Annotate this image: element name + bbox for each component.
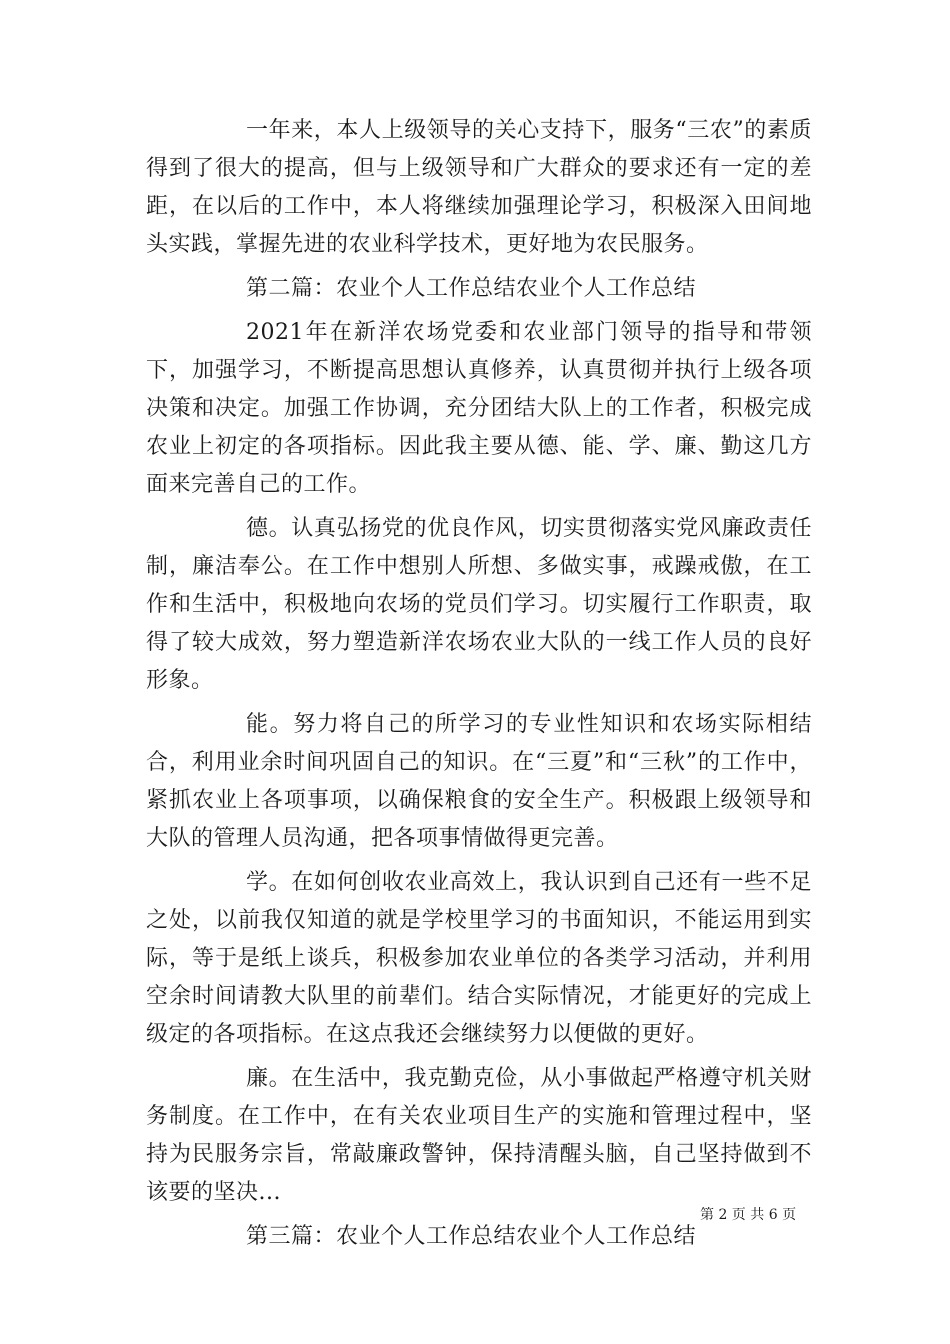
paragraph-xue: 学。在如何创收农业高效上，我认识到自己还有一些不足之处，以前我仅知道的就是学校里学习的书面知识，不能运用到实际，等于是纸上谈兵，积极参加农业单位的各类学习活动，并利用空余时间请教大队里的前辈们。结合实际情况，才能更好的完成上级定的各项指标。在这点我还会继续努力以便做的更好。 xyxy=(146,870,812,1047)
paragraph-lian: 廉。在生活中，我克勤克俭，从小事做起严格遵守机关财务制度。在工作中，在有关农业项目生产的实施和管理过程中，坚持为民服务宗旨，常敲廉政警钟，保持清醒头脑，自己坚持做到不该要的坚决... xyxy=(146,1066,812,1205)
paragraph-de: 德。认真弘扬党的优良作风，切实贯彻落实党风廉政责任制，廉洁奉公。在工作中想别人所想、多做实事，戒躁戒傲，在工作和生活中，积极地向农场的党员们学习。切实履行工作职责，取得了较大成效，努力塑造新洋农场农业大队的一线工作人员的良好形象。 xyxy=(146,516,812,693)
paragraph-neng: 能。努力将自己的所学习的专业性知识和农场实际相结合，利用业余时间巩固自己的知识。在“三夏”和“三秋”的工作中，紧抓农业上各项事项，以确保粮食的安全生产。积极跟上级领导和大队的管理人员沟通，把各项事情做得更完善。 xyxy=(146,712,812,851)
section-heading-2: 第二篇：农业个人工作总结农业个人工作总结 xyxy=(246,276,697,301)
section-heading-3: 第三篇：农业个人工作总结农业个人工作总结 xyxy=(246,1224,697,1249)
paragraph-intro: 2021年在新洋农场党委和农业部门领导的指导和带领下，加强学习，不断提高思想认真修养，认真贯彻并执行上级各项决策和决定。加强工作协调，充分团结大队上的工作者，积极完成农业上初定的各项指标。因此我主要从德、能、学、廉、勤这几方面来完善自己的工作。 xyxy=(146,320,812,497)
document-body xyxy=(146,112,812,1262)
page-number: 第 2 页 共 6 页 xyxy=(700,1207,797,1223)
paragraph-conclusion: 一年来，本人上级领导的关心支持下，服务“三农”的素质得到了很大的提高，但与上级领导和广大群众的要求还有一定的差距，在以后的工作中，本人将继续加强理论学习，积极深入田间地头实践，掌握先进的农业科学技术，更好地为农民服务。 xyxy=(146,118,812,257)
